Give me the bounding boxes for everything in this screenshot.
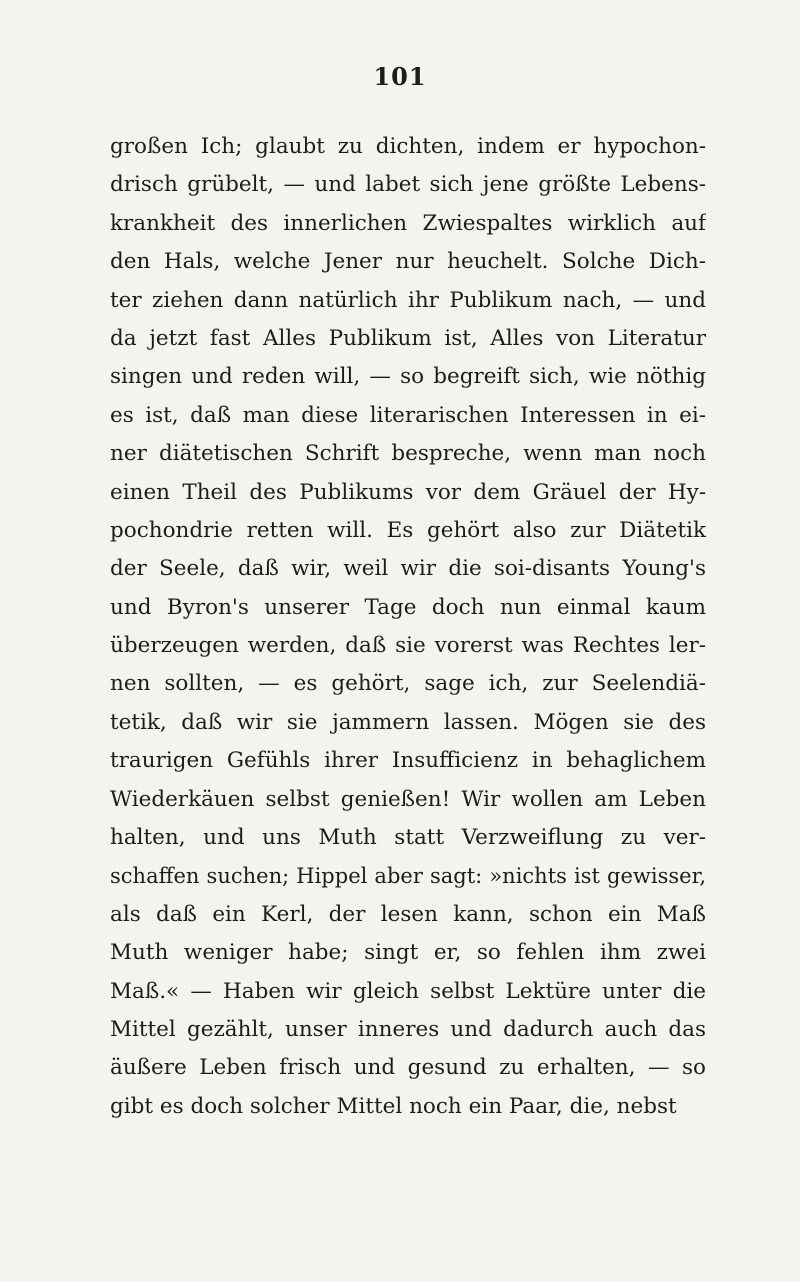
text-line: gibt es doch solcher Mittel noch ein Paar, die, nebst	[110, 1093, 677, 1119]
text-line: den Hals, welche Jener nur heuchelt. Solche Dich-	[110, 249, 706, 275]
text-line: einen Theil des Publikums vor dem Gräuel der Hy-	[110, 479, 706, 505]
text-line: krankheit des innerlichen Zwiespaltes wirklich auf	[110, 210, 706, 236]
text-line: halten, und uns Muth statt Verzweiflung zu ver-	[110, 825, 706, 851]
text-line: drisch grübelt, — und labet sich jene größte Lebens-	[110, 172, 706, 198]
body-text	[110, 128, 706, 1126]
text-line: da jetzt fast Alles Publikum ist, Alles von Literatur	[110, 325, 706, 351]
text-line: schaffen suchen; Hippel aber sagt: »nichts ist gewisser,	[110, 864, 706, 889]
text-line: es ist, daß man diese literarischen Interessen in ei-	[110, 402, 706, 428]
text-line: singen und reden will, — so begreift sich, wie nöthig	[110, 364, 706, 390]
text-line: und Byron's unserer Tage doch nun einmal kaum	[110, 594, 706, 620]
text-line: ner diätetischen Schrift bespreche, wenn man noch	[110, 441, 706, 467]
text-line: ter ziehen dann natürlich ihr Publikum nach, — und	[110, 287, 706, 313]
text-line: Wiederkäuen selbst genießen! Wir wollen am Leben	[110, 786, 706, 812]
text-line: pochondrie retten will. Es gehört also zur Diätetik	[110, 517, 706, 543]
page-number: 101	[373, 62, 427, 91]
text-line: traurigen Gefühls ihrer Insufficienz in behaglichem	[110, 748, 706, 774]
text-line: Muth weniger habe; singt er, so fehlen ihm zwei	[110, 940, 706, 966]
text-line: überzeugen werden, daß sie vorerst was Rechtes ler-	[110, 633, 706, 659]
text-line: großen Ich; glaubt zu dichten, indem er hypochon-	[110, 134, 706, 159]
text-line: als daß ein Kerl, der lesen kann, schon ein Maß	[110, 901, 706, 927]
text-line: der Seele, daß wir, weil wir die soi-disants Young's	[110, 556, 706, 582]
text-line: nen sollten, — es gehört, sage ich, zur Seelendiä-	[110, 671, 706, 697]
text-line: Maß.« — Haben wir gleich selbst Lektüre unter die	[110, 978, 706, 1004]
text-line: äußere Leben frisch und gesund zu erhalten, — so	[110, 1055, 706, 1081]
text-line: Mittel gezählt, unser inneres und dadurch auch das	[110, 1016, 706, 1042]
text-line: tetik, daß wir sie jammern lassen. Mögen sie des	[110, 709, 706, 735]
